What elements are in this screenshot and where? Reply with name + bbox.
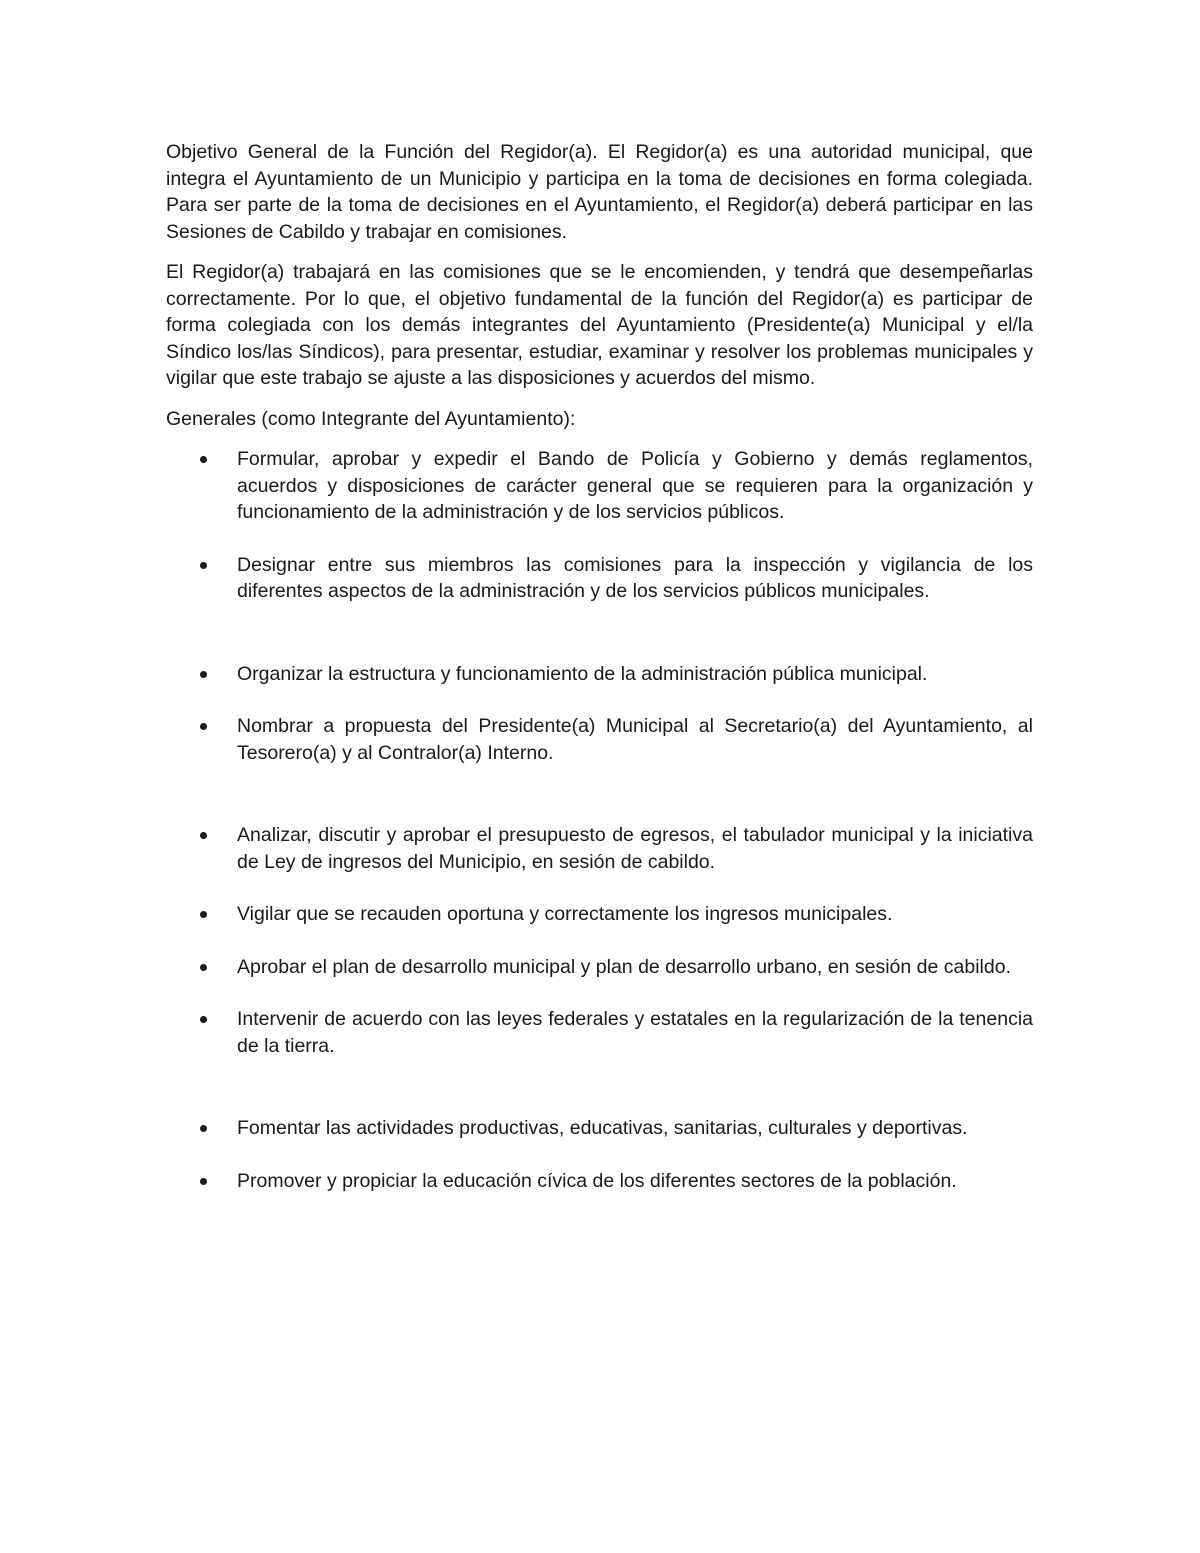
bullet-icon — [200, 456, 207, 463]
duties-list — [166, 446, 1033, 1194]
list-item-text: Organizar la estructura y funcionamiento de la administración pública municipal. — [237, 662, 928, 685]
bullet-icon — [200, 1125, 207, 1132]
list-item — [166, 1115, 1033, 1142]
list-item — [166, 713, 1033, 766]
bullet-icon — [200, 1178, 207, 1185]
bullet-icon — [200, 723, 207, 730]
list-item-text: Analizar, discutir y aprobar el presupuesto de egresos, el tabulador municipal y la iniciativa de Ley de ingresos del Municipio, en sesión de cabildo. — [237, 824, 1033, 873]
list-item — [166, 552, 1033, 605]
bullet-icon — [200, 562, 207, 569]
general-heading: Generales (como Integrante del Ayuntamiento): — [166, 407, 576, 430]
bullet-icon — [200, 832, 207, 839]
bullet-icon — [200, 911, 207, 918]
bullet-icon — [200, 964, 207, 971]
list-item — [166, 822, 1033, 875]
function-paragraph: El Regidor(a) trabajará en las comisiones que se le encomienden, y tendrá que desempeñarlas correctamente. Por lo que, el objetivo fundamental de la función del Regidor(a) es participar de forma colegiada con los demás integrantes del Ayuntamiento (Presidente(a) Municipal y el/la Síndico los/las Síndicos), para presentar, estudiar, examinar y resolver los problemas municipales y vigilar que este trabajo se ajuste a las disposiciones y acuerdos del mismo. — [166, 261, 1033, 389]
bullet-icon — [200, 1016, 207, 1023]
list-item-text: Vigilar que se recauden oportuna y correctamente los ingresos municipales. — [237, 903, 893, 925]
list-item-text: Nombrar a propuesta del Presidente(a) Municipal al Secretario(a) del Ayuntamiento, al Tesorero(a) y al Contralor(a) Interno. — [237, 715, 1033, 764]
document-body — [166, 139, 1033, 1194]
list-item-text: Intervenir de acuerdo con las leyes federales y estatales en la regularización de la tenencia de la tierra. — [237, 1008, 1033, 1057]
list-item — [166, 446, 1033, 526]
list-item — [166, 661, 1033, 688]
objective-paragraph: Objetivo General de la Función del Regidor(a). El Regidor(a) es una autoridad municipal, que integra el Ayuntamiento de un Municipio y participa en la toma de decisiones en forma colegiada. Para ser parte de la toma de decisiones en el Ayuntamiento, el Regidor(a) deberá participar en las Sesiones de Cabildo y trabajar en comisiones. — [166, 141, 1033, 243]
list-item-text: Fomentar las actividades productivas, educativas, sanitarias, culturales y deportivas. — [237, 1117, 968, 1139]
list-item-text: Designar entre sus miembros las comisiones para la inspección y vigilancia de los diferentes aspectos de la administración y de los servicios públicos municipales. — [237, 553, 1033, 602]
list-item — [166, 1006, 1033, 1059]
list-item — [166, 1168, 1033, 1195]
list-item — [166, 954, 1033, 981]
bullet-icon — [200, 671, 207, 678]
list-item-text: Promover y propiciar la educación cívica de los diferentes sectores de la población. — [237, 1169, 957, 1192]
list-item-text: Aprobar el plan de desarrollo municipal y plan de desarrollo urbano, en sesión de cabildo. — [237, 955, 1011, 978]
list-item-text: Formular, aprobar y expedir el Bando de Policía y Gobierno y demás reglamentos, acuerdos y disposiciones de carácter general que se requieren para la organización y funcionamiento de la administración y de los servicios públicos. — [237, 448, 1033, 523]
list-item — [166, 901, 1033, 928]
